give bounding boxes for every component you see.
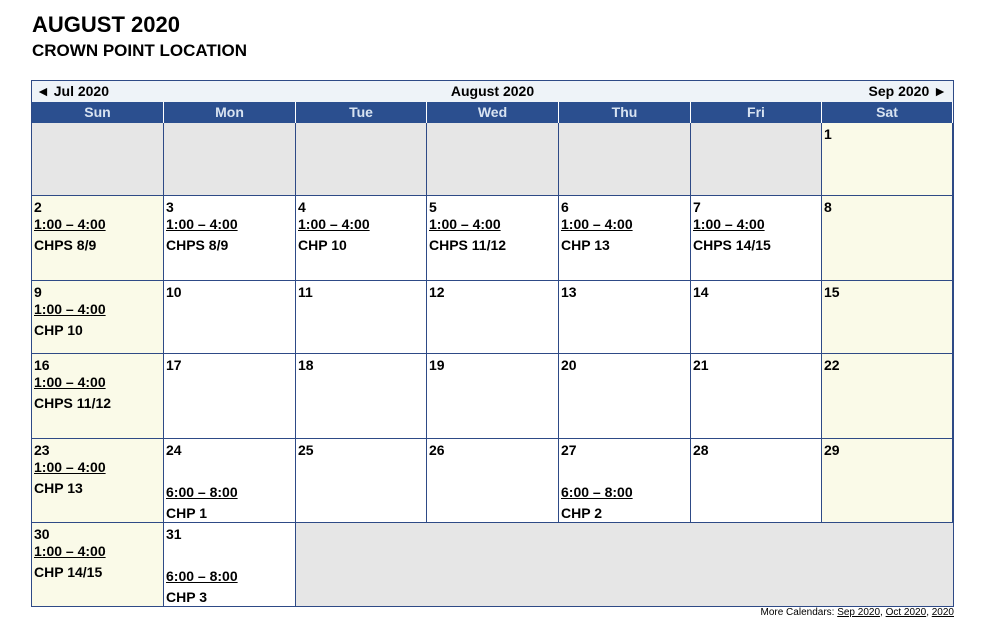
day-number: 21 (693, 357, 709, 373)
footer-link-oct-2020[interactable]: Oct 2020 (885, 607, 927, 618)
day-cell-19[interactable] (427, 354, 559, 439)
day-number: 1 (824, 126, 832, 142)
current-month-label: August 2020 (450, 83, 535, 99)
day-number: 2 (34, 199, 42, 215)
day-number: 31 (166, 526, 182, 542)
day-cell-11[interactable] (296, 281, 427, 354)
event-time[interactable]: 6:00 – 8:00 (166, 568, 238, 584)
event-label: CHPS 8/9 (166, 237, 229, 253)
day-number: 12 (429, 284, 445, 300)
more-calendars-footer: More Calendars: Sep 2020, Oct 2020, 2020 (760, 607, 954, 618)
day-cell-9[interactable] (32, 281, 164, 354)
day-number: 4 (298, 199, 306, 215)
day-number: 27 (561, 442, 577, 458)
day-number: 9 (34, 284, 42, 300)
day-cell-8[interactable] (822, 196, 953, 281)
day-cell-12[interactable] (427, 281, 559, 354)
day-cell-13[interactable] (559, 281, 691, 354)
next-month-link[interactable]: Sep 2020 ► (868, 83, 947, 99)
event-label: CHP 3 (166, 589, 207, 605)
day-number: 8 (824, 199, 832, 215)
day-cell-2[interactable] (32, 196, 164, 281)
page-subtitle: CROWN POINT LOCATION (32, 41, 247, 60)
day-number: 15 (824, 284, 840, 300)
weekday-header-fri: Fri (691, 102, 822, 123)
weekday-header-tue: Tue (296, 102, 427, 123)
empty-trailing-days (296, 523, 953, 606)
event-label: CHP 13 (34, 480, 83, 496)
day-cell-31[interactable] (164, 523, 296, 607)
day-cell-27[interactable] (559, 439, 691, 523)
day-number: 26 (429, 442, 445, 458)
event-time[interactable]: 1:00 – 4:00 (34, 374, 106, 390)
day-number: 18 (298, 357, 314, 373)
day-number: 28 (693, 442, 709, 458)
day-number: 3 (166, 199, 174, 215)
weekday-header-wed: Wed (427, 102, 559, 123)
day-cell-23[interactable] (32, 439, 164, 523)
day-cell-3[interactable] (164, 196, 296, 281)
page-title: AUGUST 2020 (32, 12, 180, 37)
day-number: 30 (34, 526, 50, 542)
event-label: CHPS 14/15 (693, 237, 771, 253)
day-number: 11 (298, 284, 313, 300)
day-number: 5 (429, 199, 437, 215)
day-cell-15[interactable] (822, 281, 953, 354)
event-label: CHP 1 (166, 505, 207, 521)
weekday-header-sat: Sat (822, 102, 953, 123)
empty-day-cell (427, 123, 559, 196)
day-cell-7[interactable] (691, 196, 822, 281)
day-cell-28[interactable] (691, 439, 822, 523)
footer-link-2020[interactable]: 2020 (931, 607, 954, 618)
event-label: CHP 2 (561, 505, 602, 521)
day-number: 14 (693, 284, 709, 300)
weekday-header-thu: Thu (559, 102, 691, 123)
day-number: 24 (166, 442, 182, 458)
day-cell-10[interactable] (164, 281, 296, 354)
day-cell-1[interactable] (822, 123, 953, 196)
event-time[interactable]: 1:00 – 4:00 (34, 216, 106, 232)
empty-day-cell (691, 123, 822, 196)
day-number: 20 (561, 357, 577, 373)
day-number: 6 (561, 199, 569, 215)
event-label: CHP 13 (561, 237, 610, 253)
weekday-header-mon: Mon (164, 102, 296, 123)
event-time[interactable]: 1:00 – 4:00 (34, 459, 106, 475)
calendar-nav-bar (32, 81, 953, 102)
day-cell-17[interactable] (164, 354, 296, 439)
day-cell-22[interactable] (822, 354, 953, 439)
day-number: 13 (561, 284, 577, 300)
prev-month-link[interactable]: ◄ Jul 2020 (36, 83, 110, 99)
day-cell-16[interactable] (32, 354, 164, 439)
empty-day-cell (559, 123, 691, 196)
empty-day-cell (164, 123, 296, 196)
day-number: 7 (693, 199, 701, 215)
event-label: CHPS 11/12 (429, 237, 507, 253)
day-cell-21[interactable] (691, 354, 822, 439)
event-time[interactable]: 1:00 – 4:00 (298, 216, 370, 232)
event-time[interactable]: 1:00 – 4:00 (693, 216, 765, 232)
day-cell-20[interactable] (559, 354, 691, 439)
event-label: CHP 10 (298, 237, 347, 253)
calendar (31, 80, 954, 607)
footer-link-sep-2020[interactable]: Sep 2020 (837, 607, 881, 618)
event-label: CHP 14/15 (34, 564, 103, 580)
event-time[interactable]: 6:00 – 8:00 (166, 484, 238, 500)
day-number: 22 (824, 357, 840, 373)
day-number: 25 (298, 442, 314, 458)
day-cell-4[interactable] (296, 196, 427, 281)
footer-prefix: More Calendars: (760, 607, 838, 618)
event-time[interactable]: 1:00 – 4:00 (561, 216, 633, 232)
event-time[interactable]: 1:00 – 4:00 (34, 543, 106, 559)
day-number: 19 (429, 357, 445, 373)
day-cell-5[interactable] (427, 196, 559, 281)
day-cell-26[interactable] (427, 439, 559, 523)
day-number: 16 (34, 357, 50, 373)
event-label: CHP 10 (34, 322, 83, 338)
day-number: 10 (166, 284, 182, 300)
empty-day-cell (32, 123, 164, 196)
event-time[interactable]: 6:00 – 8:00 (561, 484, 633, 500)
event-time[interactable]: 1:00 – 4:00 (166, 216, 238, 232)
day-cell-14[interactable] (691, 281, 822, 354)
day-cell-25[interactable] (296, 439, 427, 523)
day-cell-29[interactable] (822, 439, 953, 523)
empty-day-cell (296, 123, 427, 196)
day-number: 29 (824, 442, 840, 458)
event-time[interactable]: 1:00 – 4:00 (429, 216, 501, 232)
day-cell-30[interactable] (32, 523, 164, 607)
weekday-header-sun: Sun (32, 102, 164, 123)
day-cell-6[interactable] (559, 196, 691, 281)
event-time[interactable]: 1:00 – 4:00 (34, 301, 106, 317)
event-label: CHPS 8/9 (34, 237, 97, 253)
day-cell-24[interactable] (164, 439, 296, 523)
day-number: 23 (34, 442, 50, 458)
day-number: 17 (166, 357, 182, 373)
day-cell-18[interactable] (296, 354, 427, 439)
event-label: CHPS 11/12 (34, 395, 112, 411)
